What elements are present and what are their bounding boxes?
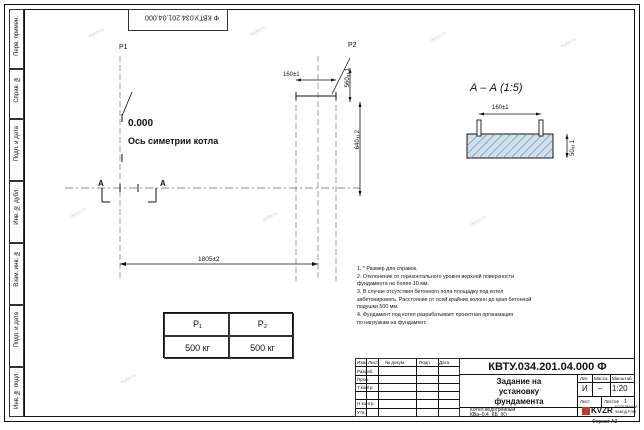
stamp-row-label: Разраб. xyxy=(357,369,374,374)
watermark: teplo-ru xyxy=(261,210,280,224)
stamp-meta-values xyxy=(578,383,635,397)
stamp-meta-divider xyxy=(592,375,593,397)
watermark: teplo-ru xyxy=(87,26,106,40)
note-item: фундамента не более 10 мм. xyxy=(357,281,429,288)
stamp-col-header: Дата xyxy=(439,360,450,365)
stamp-row-divider xyxy=(355,399,460,400)
load-table-header-label: Р₁ xyxy=(192,319,203,329)
section-dim-height: 50±1 xyxy=(570,140,576,157)
stamp-scale-header: Масштаб xyxy=(612,376,632,381)
stamp-scale-value: 1:20 xyxy=(612,384,628,393)
stamp-sheets-value: 1 xyxy=(624,399,628,405)
watermark: teplo-ru xyxy=(559,36,578,50)
note-item: 1. * Размер для справок. xyxy=(357,266,418,272)
load-table xyxy=(163,312,293,358)
left-margin-label: Взам. инв. № xyxy=(14,250,20,287)
stamp-sheet-label: Лист xyxy=(580,399,590,404)
left-margin-block xyxy=(9,243,24,305)
load-table-value-label: 500 кг xyxy=(185,343,210,353)
stamp-product-line: КВа–0,4 КБ (К) xyxy=(470,412,507,418)
load-table-header-p1 xyxy=(164,313,229,336)
stamp-row-label: Н.контр. xyxy=(357,401,375,406)
stamp-row-divider xyxy=(355,408,460,409)
stamp-change-header-row xyxy=(355,358,460,367)
company-abbr: KVZR xyxy=(591,406,613,415)
stamp-row-label: Утв. xyxy=(357,410,366,415)
stamp-row-label: Пров. xyxy=(357,377,370,382)
stamp-designation-cell xyxy=(460,358,635,375)
stamp-title-line: фундамента xyxy=(494,397,544,406)
stamp-lit-value: И xyxy=(582,384,588,393)
load-table-header-label: Р₂ xyxy=(257,319,268,329)
company-logo xyxy=(582,405,638,417)
section-dim-width: 160±1 xyxy=(492,105,509,111)
left-margin-label: Инв. № дубл. xyxy=(14,188,20,225)
notes-block xyxy=(357,266,632,327)
dim-top-small: 160±1 xyxy=(283,72,300,78)
note-item: по нагрузкам на фундамент. xyxy=(357,319,427,326)
watermark: teplo-ru xyxy=(249,24,268,38)
left-margin-block xyxy=(9,119,24,181)
left-margin-block xyxy=(9,181,24,243)
load-table-value-p1 xyxy=(164,336,229,359)
note-item: забетонировать. Расстояние от осей крайних колонн до края бетонной xyxy=(357,296,532,303)
dim-vert-big: 640±2 xyxy=(355,130,361,150)
stamp-col-header: Лист xyxy=(368,360,378,365)
watermark: teplo-ru xyxy=(119,372,138,386)
stamp-mass-header: Масса xyxy=(594,376,608,381)
stamp-col-header: № докум. xyxy=(385,360,406,365)
stamp-product-cell xyxy=(460,408,578,417)
note-item: 4. Фундамент под котел разрабатывает проектная организация xyxy=(357,312,514,319)
left-margin-block xyxy=(9,9,24,69)
company-line: КОТЕЛЬНЫЙ xyxy=(615,405,638,409)
format-label: Формат А3 xyxy=(592,419,618,425)
top-designation-label: Ф КВТУ.034.201.04.000 xyxy=(145,13,219,21)
symmetry-axis-label: Ось симетрии котла xyxy=(128,136,219,146)
stamp-meta-divider xyxy=(610,375,611,397)
load-table-value-label: 500 кг xyxy=(250,343,275,353)
stamp-meta-cell xyxy=(578,375,635,383)
foundation-plan-view xyxy=(60,36,390,296)
logo-mark xyxy=(582,407,590,415)
watermark: teplo-ru xyxy=(429,30,448,44)
stamp-sheets-label: Листов xyxy=(604,399,619,404)
stamp-mass-value: – xyxy=(598,384,603,393)
stamp-title-line: установку xyxy=(498,387,540,396)
section-mark-right: А xyxy=(160,179,166,188)
stamp-row-label: Т.контр. xyxy=(357,385,374,390)
stamp-row-divider xyxy=(355,375,460,376)
stamp-row-divider xyxy=(355,391,460,392)
left-margin-block xyxy=(9,69,24,119)
stamp-row-divider xyxy=(355,383,460,384)
company-line: ЗАВОД РЭМ xyxy=(615,410,636,414)
stamp-product-line: Котёл водогрейный xyxy=(470,407,516,413)
stamp-col-header: Подп. xyxy=(419,360,432,365)
dim-overall-width: 1805±2 xyxy=(198,256,220,263)
stamp-col-header: Изм xyxy=(357,360,366,365)
left-margin-block xyxy=(9,305,24,367)
left-margin-label: Справ. № xyxy=(14,76,20,103)
left-margin-block xyxy=(9,367,24,417)
section-view-title: А – А (1:5) xyxy=(470,82,523,94)
zero-elevation-label: 0.000 xyxy=(128,118,154,129)
dim-vert-small: 560±1 xyxy=(345,68,351,88)
point-label-p2: Р2 xyxy=(348,42,357,49)
section-view-aa xyxy=(455,110,585,180)
left-margin-label: Подп. и дата xyxy=(14,126,20,162)
section-mark-left: А xyxy=(98,179,104,188)
point-label-p1: Р1 xyxy=(119,44,128,51)
note-item: 2. Отклонение от горизонтального уровня верхней поверхности xyxy=(357,273,515,280)
left-margin-label: Подп. и дата xyxy=(14,312,20,348)
stamp-title-cell xyxy=(460,375,578,408)
stamp-title-line: Задание на xyxy=(496,377,542,386)
load-table-header-p2 xyxy=(229,313,294,336)
note-item: 3. В случае отсутствия бетонного пола площадку под котел xyxy=(357,289,504,296)
left-margin-label: Перв. примен. xyxy=(14,16,20,56)
load-table-value-p2 xyxy=(229,336,294,359)
stamp-lit-header: Лит. xyxy=(580,376,589,381)
left-margin-label: Инв. № подл. xyxy=(14,372,20,409)
stamp-designation: КВТУ.034.201.04.000 Ф xyxy=(488,361,607,373)
watermark: teplo-ru xyxy=(469,214,488,228)
watermark: teplo-ru xyxy=(69,206,88,220)
note-item: подушки 500 мм. xyxy=(357,304,399,311)
